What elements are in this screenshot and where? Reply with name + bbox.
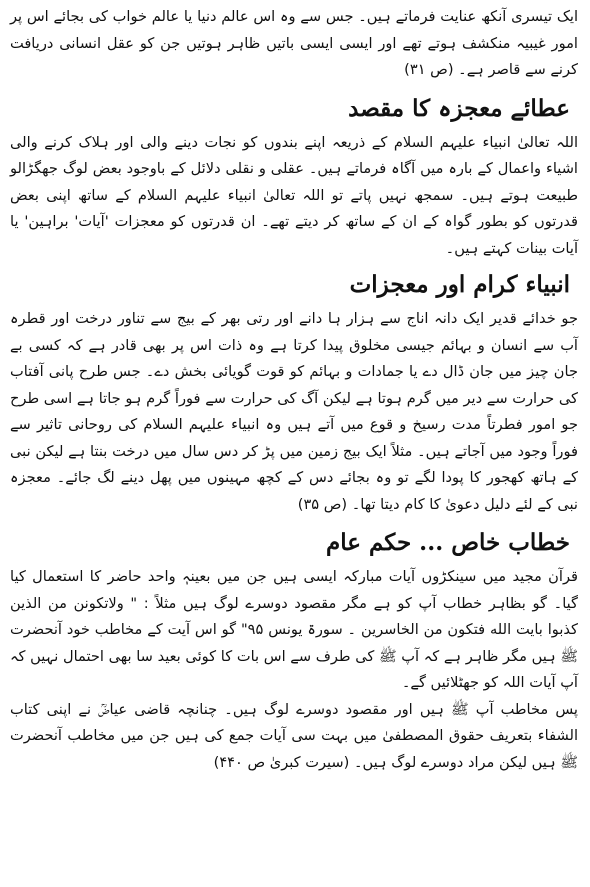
paragraph-qazi-iyaz: پس مخاطب آپ ﷺ ہیں اور مقصود دوسرے لوگ ہیں۔ چنانچہ قاضی عیاضؒ نے اپنی کتاب الشفاء بتعریف حقوق المصطفیٰ میں بہت سی آیات جمع کی ہیں جن میں مخاطب آنحضرت ﷺ ہیں لیکن مراد دوسرے لوگ ہیں۔ (سیرت کبریٰ ص ۴۴۰) <box>10 700 578 771</box>
paragraph-intro: ایک تیسری آنکھ عنایت فرماتے ہیں۔ جس سے وہ اس عالم دنیا یا عالم خواب کی بجائے اس پر امور غیبیہ منکشف ہوتے تھے اور ایسی ایسی باتیں ظاہر ہوتیں جن کو عقل انسانی دریافت کرنے سے قاصر ہے۔ (ص ۳۱) <box>10 8 578 78</box>
heading-special-address: خطاب خاص ... حکم عام <box>325 529 570 556</box>
heading-miracle-purpose: عطائے معجزہ کا مقصد <box>348 94 570 122</box>
heading-prophets-miracles: انبیاء کرام اور معجزات <box>349 271 570 298</box>
paragraph-prophets-miracles: جو خدائے قدیر ایک دانہ اناج سے ہزار ہا دانے اور رتی بھر کے بیج سے تناور درخت اور قطرہ آب سے انسان و بہائم جیسی مخلوق پیدا کرتا ہے وہ ذات اس پر بھی قادر ہے کہ کسی بے جان چیز میں جان ڈال دے یا جمادات و بہائم کو قوت گویائی بخش دے۔ جس طرح پانی آفتاب کی حرارت سے دیر میں گرم ہوتا ہے لیکن آگ کی حرارت سے فوراً گرم ہو جاتا ہے اسی طرح جو امور فطرتاً مدت رسیخ و قوع میں آتے ہیں وہ انبیاء علیہم السلام کی روحانی تاثیر سے فوراً وجود میں آجاتے ہیں۔ مثلاً ایک بیج زمین میں پڑ کر دس سال میں درخت بنتا ہے لیکن نبی کے ہاتھ کھجور کا پودا لگے تو وہ بجائے دس کے کچھ مہینوں میں پھل دینے لگ جائے۔ معجزہ نبی کے لئے دلیل دعویٰ کا کام دیتا تھا۔ (ص ۳۵) <box>10 310 578 513</box>
paragraph-special-address: قرآن مجید میں سینکڑوں آیات مبارکہ ایسی ہیں جن میں بعینہٖ واحد حاضر کا استعمال کیا گیا۔ گو بظاہر خطاب آپ کو ہے مگر مقصود دوسرے لوگ ہیں مثلاً : " ولاتکونن من الذين کذبوا بايت الله فتکون من الخاسرين ۔ سورۃ یونس ۹۵" گو اس آیت کے مخاطب خود آنحضرت ﷺ ہیں مگر ظاہر ہے کہ آپ ﷺ کی طرف سے اس بات کا کوئی بعید سا بھی احتمال نہیں کہ آپ آیات اللہ کو جھٹلائیں گے۔ <box>10 568 578 691</box>
paragraph-miracle-purpose: اللہ تعالیٰ انبیاء علیہم السلام کے ذریعہ اپنے بندوں کو نجات دینے والی اور ہلاک کرنے والی اشیاء واعمال کے بارہ میں آگاہ فرماتے ہیں۔ عقلی و نقلی دلائل کے باوجود بعض لوگ جھگڑالو طبیعت ہوتے ہیں۔ سمجھ نہیں پاتے تو اللہ تعالیٰ انبیاء علیہم السلام کے ساتھ اپنی بعض قدرتوں کو بطور گواہ کے ان کے ساتھ کر دیتے تھے۔ ان قدرتوں کو معجزات 'آیات' براہین' یا آیات بینات کہتے ہیں۔ <box>10 133 578 257</box>
